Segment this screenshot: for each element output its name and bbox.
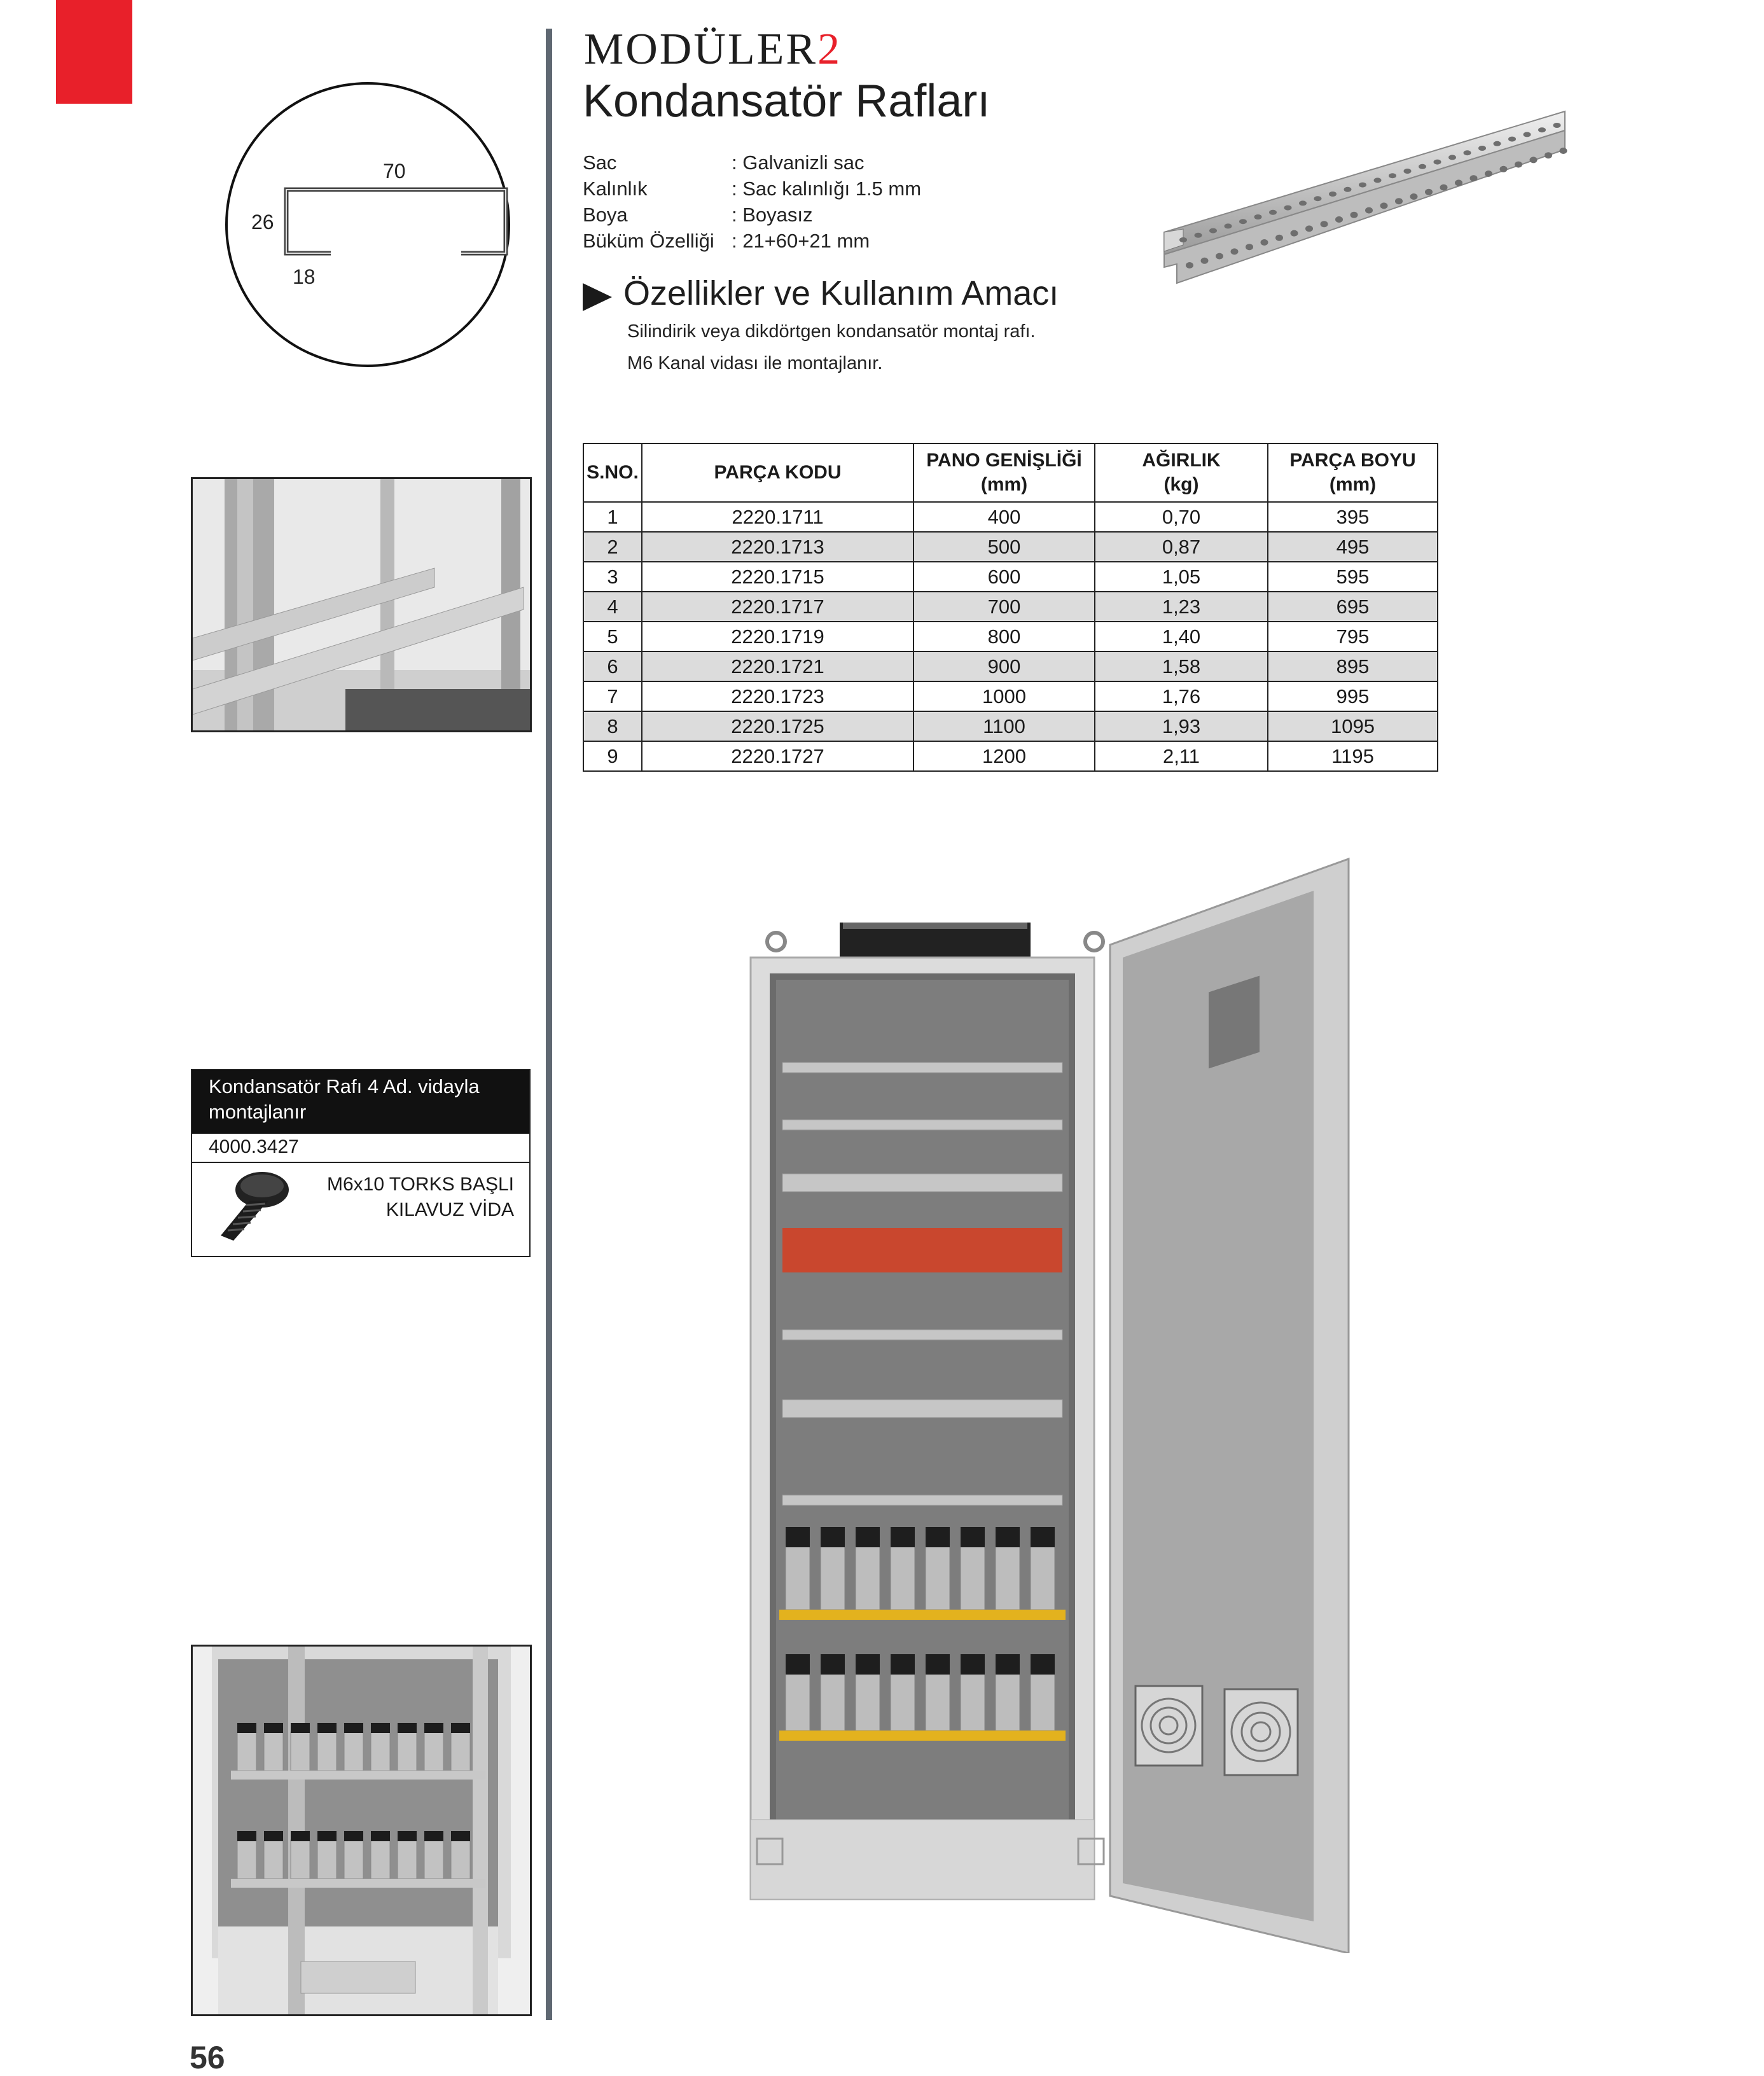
brand-logo: MODÜLER2 — [584, 25, 842, 74]
parts-table — [583, 443, 1438, 772]
spec-label: Büküm Özelliği — [583, 230, 714, 252]
spec-value: : Sac kalınlığı 1.5 mm — [732, 178, 922, 200]
features-title: Özellikler ve Kullanım Amacı — [623, 274, 1059, 312]
spec-label: Sac — [583, 151, 617, 174]
screw-desc-line: M6x10 TORKS BAŞLI — [326, 1174, 514, 1195]
table-row — [583, 592, 1438, 622]
col-header: AĞIRLIK (kg) — [1095, 443, 1268, 502]
table-cell: 600 — [913, 562, 1095, 592]
table-cell: 6 — [583, 651, 642, 681]
table-cell: 7 — [583, 681, 642, 711]
table-row — [583, 502, 1438, 532]
dimension-lip: 18 — [293, 265, 316, 288]
spec-value: : 21+60+21 mm — [732, 230, 870, 252]
dimension-height: 26 — [251, 211, 274, 233]
table-row — [583, 651, 1438, 681]
table-header-row — [583, 443, 1438, 502]
dimension-width: 70 — [383, 160, 406, 183]
table-cell: 1 — [583, 502, 642, 532]
spec-label: Boya — [583, 204, 628, 226]
page-title: Kondansatör Rafları — [583, 76, 990, 127]
table-cell: 700 — [913, 592, 1095, 622]
table-row — [583, 532, 1438, 562]
table-cell: 0,87 — [1095, 532, 1268, 562]
table-cell: 2220.1727 — [642, 741, 913, 771]
table-cell: 2,11 — [1095, 741, 1268, 771]
table-cell: 2220.1725 — [642, 711, 913, 741]
table-cell: 1,05 — [1095, 562, 1268, 592]
screw-description — [310, 1172, 514, 1223]
table-cell: 800 — [913, 622, 1095, 651]
screw-desc-line: KILAVUZ VİDA — [385, 1199, 514, 1220]
table-cell: 1,23 — [1095, 592, 1268, 622]
screw-code: 4000.3427 — [192, 1134, 529, 1163]
screw-header: Kondansatör Rafı 4 Ad. vidayla montajlanır — [192, 1070, 529, 1134]
frame-photo — [191, 477, 532, 732]
table-cell: 400 — [913, 502, 1095, 532]
table-cell: 495 — [1268, 532, 1438, 562]
screw-icon — [205, 1166, 294, 1248]
page-number: 56 — [190, 2040, 225, 2075]
table-cell: 1200 — [913, 741, 1095, 771]
table-row — [583, 681, 1438, 711]
table-row — [583, 622, 1438, 651]
screw-info-box — [191, 1069, 531, 1257]
col-header: PANO GENİŞLİĞİ (mm) — [913, 443, 1095, 502]
table-cell: 500 — [913, 532, 1095, 562]
table-cell: 2220.1719 — [642, 622, 913, 651]
table-cell: 395 — [1268, 502, 1438, 532]
table-cell: 2220.1723 — [642, 681, 913, 711]
table-cell: 695 — [1268, 592, 1438, 622]
feature-line: Silindirik veya dikdörtgen kondansatör montaj rafı. — [627, 321, 1036, 342]
table-cell: 4 — [583, 592, 642, 622]
table-cell: 0,70 — [1095, 502, 1268, 532]
table-cell: 3 — [583, 562, 642, 592]
table-cell: 5 — [583, 622, 642, 651]
col-header: S.NO. — [583, 443, 642, 502]
table-cell: 1,93 — [1095, 711, 1268, 741]
table-cell: 1195 — [1268, 741, 1438, 771]
table-cell: 8 — [583, 711, 642, 741]
table-cell: 995 — [1268, 681, 1438, 711]
table-cell: 1,76 — [1095, 681, 1268, 711]
table-cell: 595 — [1268, 562, 1438, 592]
spec-value: : Galvanizli sac — [732, 151, 865, 174]
table-cell: 2220.1713 — [642, 532, 913, 562]
play-arrow-icon — [583, 283, 612, 311]
table-cell: 2220.1711 — [642, 502, 913, 532]
table-cell: 1,40 — [1095, 622, 1268, 651]
table-cell: 1095 — [1268, 711, 1438, 741]
rail-product-image — [1158, 99, 1571, 296]
table-cell: 900 — [913, 651, 1095, 681]
red-corner-tab — [56, 0, 132, 104]
feature-line: M6 Kanal vidası ile montajlanır. — [627, 353, 883, 373]
table-row — [583, 711, 1438, 741]
table-cell: 1100 — [913, 711, 1095, 741]
profile-section-diagram — [223, 81, 515, 374]
table-cell: 1,58 — [1095, 651, 1268, 681]
highlighted-shelf — [782, 1228, 1062, 1272]
table-cell: 2 — [583, 532, 642, 562]
vertical-divider — [546, 29, 552, 2020]
col-header: PARÇA BOYU (mm) — [1268, 443, 1438, 502]
table-row — [583, 741, 1438, 771]
col-header: PARÇA KODU — [642, 443, 913, 502]
table-cell: 1000 — [913, 681, 1095, 711]
table-cell: 2220.1715 — [642, 562, 913, 592]
spec-label: Kalınlık — [583, 178, 648, 200]
cabinet-illustration — [738, 853, 1374, 1953]
table-cell: 2220.1721 — [642, 651, 913, 681]
table-cell: 795 — [1268, 622, 1438, 651]
table-cell: 895 — [1268, 651, 1438, 681]
spec-value: : Boyasız — [732, 204, 813, 226]
table-cell: 2220.1717 — [642, 592, 913, 622]
table-cell: 9 — [583, 741, 642, 771]
table-row — [583, 562, 1438, 592]
capacitor-rack-photo — [191, 1645, 532, 2016]
